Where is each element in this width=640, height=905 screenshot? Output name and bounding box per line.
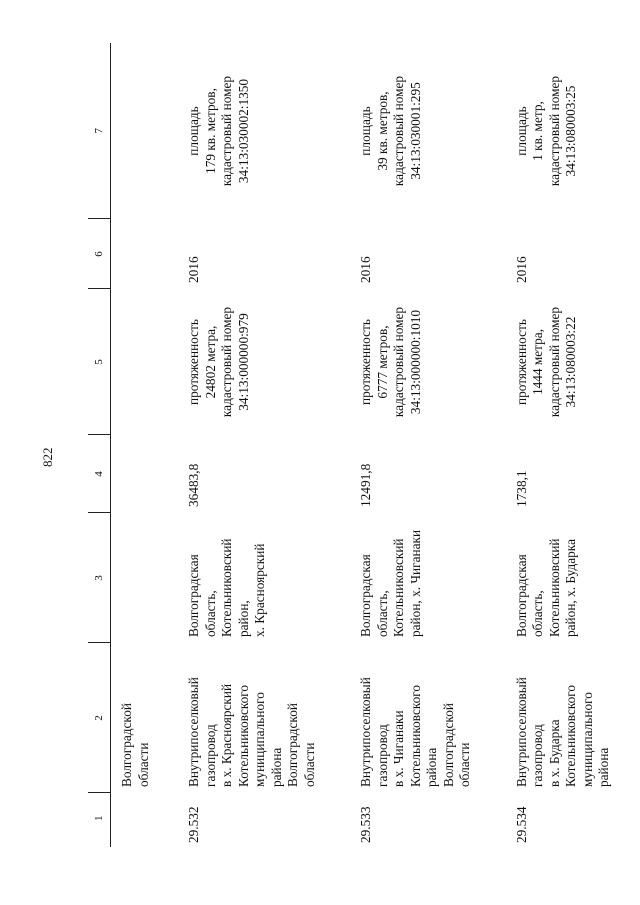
cell-name-continued: Волгоградской области <box>119 703 151 787</box>
cell-land-plot: площадь 179 кв. метров, кадастровый номер 34:13:030002:1350 <box>186 75 251 187</box>
column-header: 1 <box>88 793 111 847</box>
property-table <box>88 43 640 847</box>
cell-value: 1738,1 <box>513 470 529 507</box>
column-number-row <box>88 43 111 847</box>
cell-year: 2016 <box>186 256 201 283</box>
cell-number: 29.533 <box>358 806 373 843</box>
cell-object-name: Внутрипоселковый газопровод в х. Красноярский Котельниковского муниципального района Волгоградской области <box>186 677 317 787</box>
column-header: 3 <box>88 513 111 643</box>
cell-address: Волгоградская область, Котельниковский район, х. Чиганаки <box>358 529 423 637</box>
cell-year: 2016 <box>513 256 529 283</box>
cell-characteristics: протяженность 1444 метра, кадастровый номер 34:13:080003:22 <box>513 306 578 418</box>
table-row <box>502 43 640 847</box>
cell-value: 36483,8 <box>186 463 201 507</box>
column-header: 6 <box>88 219 111 289</box>
table-row <box>346 43 502 847</box>
cell-address: Волгоградская область, Котельниковский район, х. Бударка <box>513 538 578 637</box>
cell-year: 2016 <box>358 256 373 283</box>
column-header: 7 <box>88 43 111 219</box>
cell-number: 29.534 <box>513 806 529 843</box>
cell-land-plot: площадь 1 кв. метр, кадастровый номер 34:13:080003:25 <box>513 75 578 187</box>
cell-land-plot: площадь 39 кв. метров, кадастровый номер 34:13:030001:295 <box>358 75 423 187</box>
cell-object-name: Внутрипоселковый газопровод в х. Чиганаки Котельниковского района Волгоградской области <box>358 677 472 787</box>
cell-object-name: Внутрипоселковый газопровод в х. Бударка Котельниковского муниципального района <box>513 677 611 787</box>
column-header: 4 <box>88 435 111 513</box>
page-number: 822 <box>40 447 55 467</box>
continuation-row <box>111 43 175 847</box>
cell-characteristics: протяженность 24802 метра, кадастровый номер 34:13:000000:979 <box>186 306 251 418</box>
cell-number: 29.532 <box>186 806 201 843</box>
column-header: 2 <box>88 643 111 793</box>
cell-value: 12491,8 <box>358 463 373 507</box>
cell-characteristics: протяженность 6777 метров, кадастровый номер 34:13:000000:1010 <box>358 306 423 418</box>
table-row <box>174 43 346 847</box>
column-header: 5 <box>88 289 111 435</box>
cell-address: Волгоградская область, Котельниковский район, х. Красноярский <box>186 538 267 637</box>
